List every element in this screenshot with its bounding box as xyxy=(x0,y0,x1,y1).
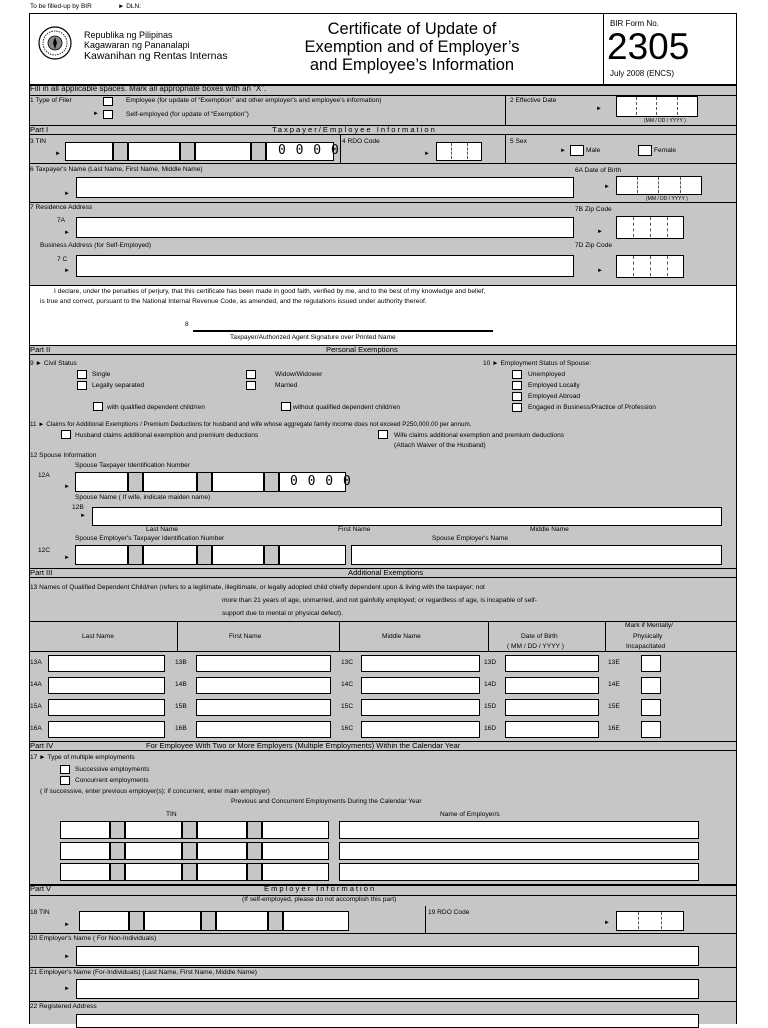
concurrent-checkbox[interactable] xyxy=(60,776,70,785)
engaged-business-label: Engaged in Business/Practice of Profession xyxy=(528,404,656,411)
row-label-b: 15B xyxy=(175,703,187,710)
employer-name-nonindividual-input[interactable] xyxy=(76,946,699,966)
signature-caption: Taxpayer/Authorized Agent Signature over Printed Name xyxy=(230,334,396,341)
part1-label: Part I xyxy=(30,125,49,134)
dependent-first-name-input[interactable] xyxy=(196,655,331,672)
with-dependent-checkbox[interactable] xyxy=(93,402,103,411)
registered-address-input[interactable] xyxy=(76,1014,699,1028)
employer-tin-branch-input[interactable] xyxy=(283,911,349,931)
form-title: Certificate of Update of Exemption and of Employer’s and Employee’s Information xyxy=(304,20,520,74)
part3-title: Additional Exemptions xyxy=(348,568,424,577)
tin-input-3[interactable] xyxy=(195,142,251,161)
without-dependent-label: without qualified dependent child/ren xyxy=(293,404,401,411)
previous-employers-list xyxy=(60,821,700,883)
employer-rdo-label: 19 RDO Code xyxy=(428,909,470,916)
form-date: July 2008 (ENCS) xyxy=(610,69,675,78)
employer-tin-label: 18 TIN xyxy=(30,909,50,916)
spouse-name-label: Spouse Name ( If wife, indicate maiden name) xyxy=(75,494,211,501)
prev-employer-tin-input[interactable] xyxy=(60,821,110,839)
residence-address-input[interactable] xyxy=(76,217,574,238)
col-first-name: First Name xyxy=(229,633,262,640)
spouse-employment-label: 10 ► Employment Status of Spouse: xyxy=(483,360,592,367)
row-label-b: 16B xyxy=(175,725,187,732)
employed-abroad-label: Employed Abroad xyxy=(528,393,581,400)
prev-employer-tin-input[interactable] xyxy=(262,863,329,881)
dependent-middle-name-input[interactable] xyxy=(361,677,480,694)
dependent-middle-name-input[interactable] xyxy=(361,655,480,672)
female-label: Female xyxy=(654,147,676,154)
spouse-first-name-caption: First Name xyxy=(338,526,371,533)
spouse-tin-label: Spouse Taxpayer Identification Number xyxy=(75,462,190,469)
tin-branch-zeros: 0 0 0 0 xyxy=(278,143,340,158)
dependent-middle-name-input[interactable] xyxy=(361,699,480,716)
prev-employer-tin-input[interactable] xyxy=(262,842,329,860)
label-12c: 12C xyxy=(38,547,51,554)
wife-claims-checkbox[interactable] xyxy=(378,430,388,439)
spouse-employer-tin-label: Spouse Employer's Taxpayer Identification Number xyxy=(75,535,225,542)
effective-date-label: 2 Effective Date xyxy=(510,97,557,104)
prev-employer-name-input[interactable] xyxy=(339,842,699,860)
employer-tin-input-2[interactable] xyxy=(144,911,201,931)
rdo-label: 4 RDO Code xyxy=(342,138,380,145)
spouse-employer-tin-input-2[interactable] xyxy=(143,545,197,565)
engaged-business-checkbox[interactable] xyxy=(512,403,522,412)
spouse-employer-tin-input-1[interactable] xyxy=(75,545,128,565)
col-dob: Date of Birth xyxy=(521,633,558,640)
employer-rdo-input[interactable] xyxy=(616,911,684,931)
row-label-a: 14A xyxy=(30,681,42,688)
prev-employer-tin-input[interactable] xyxy=(60,863,110,881)
prev-employer-name-input[interactable] xyxy=(339,821,699,839)
part5-title: Employer Information xyxy=(264,884,377,893)
zip-7d-label: 7D Zip Code xyxy=(575,242,613,249)
self-employed-checkbox[interactable] xyxy=(103,110,113,119)
dob-label: 6A Date of Birth xyxy=(575,167,622,174)
employed-locally-label: Employed Locally xyxy=(528,382,580,389)
row-label-e: 13E xyxy=(608,659,620,666)
dependent-incapacitated-checkbox[interactable] xyxy=(641,721,661,738)
prev-employer-tin-input[interactable] xyxy=(60,842,110,860)
tin-input-2[interactable] xyxy=(128,142,180,161)
row-label-a: 15A xyxy=(30,703,42,710)
item17-label: 17 ► Type of multiple employments xyxy=(30,754,135,761)
row-label-d: 13D xyxy=(484,659,497,666)
without-dependent-checkbox[interactable] xyxy=(281,402,291,411)
employer-tin-input-1[interactable] xyxy=(79,911,129,931)
employer-name-header: Name of Employer/s xyxy=(440,811,500,818)
civil-status-label: 9 ► Civil Status xyxy=(30,360,77,367)
type-of-filer-label: 1 Type of Filer xyxy=(30,97,72,104)
legally-separated-label: Legally separated xyxy=(92,382,145,389)
agency-republic: Republika ng Pilipinas xyxy=(84,30,173,40)
employer-name-individual-input[interactable] xyxy=(76,979,699,999)
prev-employer-name-input[interactable] xyxy=(339,863,699,881)
dependent-dob-input[interactable] xyxy=(505,699,599,716)
employee-option-label: Employee (for update of “Exemption” and other employer's and employee's information) xyxy=(126,97,382,104)
row-label-d: 14D xyxy=(484,681,497,688)
multiple-employment-note: ( If successive, enter previous employer(s); if concurrent, enter main employer) xyxy=(40,788,270,795)
label-12a: 12A xyxy=(38,472,50,479)
rdo-input[interactable] xyxy=(436,142,482,161)
dependent-incapacitated-checkbox[interactable] xyxy=(641,677,661,694)
tin-label: 3 TIN xyxy=(30,138,47,145)
dependent-dob-input[interactable] xyxy=(505,655,599,672)
col-mark-line-2: Physically xyxy=(633,633,663,640)
form-no-label: BIR Form No. xyxy=(610,19,659,28)
dependent-last-name-input[interactable] xyxy=(48,721,165,738)
spouse-employer-tin-input-3[interactable] xyxy=(212,545,264,565)
instructions: Fill in all applicable spaces. Mark all appropriate boxes with an “X”. xyxy=(30,84,267,93)
prev-employer-tin-input[interactable] xyxy=(197,842,247,860)
registered-address-label: 22 Registered Address xyxy=(30,1003,97,1010)
spouse-middle-name-caption: Middle Name xyxy=(530,526,569,533)
dob-input[interactable] xyxy=(616,176,702,195)
part5-subtitle: (If self-employed, please do not accomplish this part) xyxy=(242,896,397,903)
form-number: 2305 xyxy=(607,26,690,67)
signature-number: 8 xyxy=(185,321,189,328)
bir-seal-icon xyxy=(38,26,72,60)
widow-checkbox[interactable] xyxy=(246,370,256,379)
business-address-input[interactable] xyxy=(76,255,574,277)
husband-claims-label: Husband claims additional exemption and premium deductions xyxy=(75,432,259,439)
male-checkbox[interactable] xyxy=(570,145,584,156)
spouse-employer-name-label: Spouse Employer's Name xyxy=(432,535,509,542)
row-label-a: 13A xyxy=(30,659,42,666)
husband-claims-checkbox[interactable] xyxy=(61,430,71,439)
spouse-employer-name-input[interactable] xyxy=(351,545,722,565)
employer-name-individual-label: 21 Employer's Name (For-Individuals) (Last Name, First Name, Middle Name) xyxy=(30,969,257,976)
dependent-incapacitated-checkbox[interactable] xyxy=(641,699,661,716)
employed-locally-checkbox[interactable] xyxy=(512,381,522,390)
item13-line-2: more than 21 years of age, unmarried, and not gainfully employed; or regardless of age, is incapable of self- xyxy=(222,597,537,604)
unemployed-checkbox[interactable] xyxy=(512,370,522,379)
prev-employer-tin-input[interactable] xyxy=(125,821,182,839)
item11-label: 11 ► Claims for Additional Exemptions / Premium Deductions for husband and wife whose aggregate family income does not exceed P250,000.00 per annum. xyxy=(30,421,472,428)
dependent-incapacitated-checkbox[interactable] xyxy=(641,655,661,672)
row-label-d: 15D xyxy=(484,703,497,710)
agency-bureau: Kawanihan ng Rentas Internas xyxy=(84,50,228,62)
row-label-c: 14C xyxy=(341,681,354,688)
label-7c: 7 C xyxy=(57,256,68,263)
part4-title: For Employee With Two or More Employers (Multiple Employments) Within the Calendar Year xyxy=(146,741,461,750)
single-checkbox[interactable] xyxy=(77,370,87,379)
dependent-middle-name-input[interactable] xyxy=(361,721,480,738)
spouse-info-label: 12 Spouse Information xyxy=(30,452,97,459)
effective-date-input[interactable] xyxy=(616,96,698,117)
widow-label: Widow/Widower xyxy=(275,371,323,378)
bir-use-label: To be filled-up by BIR xyxy=(30,3,92,10)
row-label-e: 16E xyxy=(608,725,620,732)
prev-employer-tin-input[interactable] xyxy=(262,821,329,839)
declaration-line-2: is true and correct, pursuant to the National Internal Revenue Code, as amended, and the regulations issued under authority thereof. xyxy=(40,298,427,305)
wife-claims-label: Wife claims additional exemption and premium deductions xyxy=(394,432,565,439)
row-label-d: 16D xyxy=(484,725,497,732)
male-label: Male xyxy=(586,147,601,154)
declaration-line-1: I declare, under the penalties of perjury, that this certificate has been made in good faith, verified by me, and to the best of my knowledge and belief, xyxy=(54,288,486,295)
with-dependent-label: with qualified dependent child/ren xyxy=(107,404,205,411)
item13-line-1: 13 Names of Qualified Dependent Child/ren (refers to a legitimate, illegitimate, or legally adopted child chiefly dependent upon & living with the taxpayer; not xyxy=(30,584,485,591)
employed-abroad-checkbox[interactable] xyxy=(512,392,522,401)
prev-employer-tin-input[interactable] xyxy=(197,821,247,839)
zip-7b-label: 7B Zip Code xyxy=(575,206,612,213)
spouse-tin-input-2[interactable] xyxy=(143,472,197,492)
unemployed-label: Unemployed xyxy=(528,371,566,378)
employer-name-nonindividual-label: 20 Employer's Name ( For Non-Individuals) xyxy=(30,935,157,942)
previous-employments-label: Previous and Concurrent Employments During the Calendar Year xyxy=(231,798,422,805)
row-label-b: 14B xyxy=(175,681,187,688)
item13-line-3: support due to mental or physical defect). xyxy=(222,610,343,617)
dependent-first-name-input[interactable] xyxy=(196,699,331,716)
col-middle-name: Middle Name xyxy=(382,633,421,640)
part2-title: Personal Exemptions xyxy=(326,345,398,354)
dependent-last-name-input[interactable] xyxy=(48,699,165,716)
employer-tin-input-3[interactable] xyxy=(216,911,268,931)
signature-line xyxy=(193,330,493,332)
dependent-last-name-input[interactable] xyxy=(48,655,165,672)
dependents-list xyxy=(29,655,737,741)
label-12b: 12B xyxy=(72,504,84,511)
employee-checkbox[interactable] xyxy=(103,97,113,106)
row-label-c: 16C xyxy=(341,725,354,732)
concurrent-label: Concurrent employments xyxy=(75,777,149,784)
single-label: Single xyxy=(92,371,111,378)
married-label: Married xyxy=(275,382,298,389)
tin-input-1[interactable] xyxy=(65,142,113,161)
effective-date-format: (MM / DD / YYYY ) xyxy=(644,118,686,124)
legally-separated-checkbox[interactable] xyxy=(77,381,87,390)
dependent-dob-input[interactable] xyxy=(505,721,599,738)
row-label-e: 14E xyxy=(608,681,620,688)
prev-employer-tin-input[interactable] xyxy=(125,842,182,860)
row-label-b: 13B xyxy=(175,659,187,666)
sex-label: 5 Sex xyxy=(510,138,527,145)
spouse-employer-tin-branch-input[interactable] xyxy=(279,545,346,565)
row-label-e: 15E xyxy=(608,703,620,710)
col-mark-line-1: Mark if Mentally/ xyxy=(625,622,673,629)
business-address-label: Business Address (for Self-Employed) xyxy=(40,242,152,249)
spouse-tin-input-1[interactable] xyxy=(75,472,128,492)
part1-title: Taxpayer/Employee Information xyxy=(272,125,437,134)
dob-format: (MM / DD / YYYY ) xyxy=(646,196,688,202)
successive-checkbox[interactable] xyxy=(60,765,70,774)
row-label-a: 16A xyxy=(30,725,42,732)
dependent-last-name-input[interactable] xyxy=(48,677,165,694)
agency-department: Kagawaran ng Pananalapi xyxy=(84,40,190,50)
part5-label: Part V xyxy=(30,884,52,893)
spouse-tin-input-3[interactable] xyxy=(212,472,264,492)
dependent-dob-input[interactable] xyxy=(505,677,599,694)
dependent-first-name-input[interactable] xyxy=(196,677,331,694)
attach-waiver-label: (Attach Waiver of the Husband) xyxy=(394,442,486,449)
col-mark-line-3: Incapacitated xyxy=(626,643,666,650)
successive-label: Successive employments xyxy=(75,766,150,773)
self-employed-option-label: Self-employed (for update of “Exemption”) xyxy=(126,111,249,118)
part2-label: Part II xyxy=(30,345,51,354)
taxpayer-name-label: 6 Taxpayer's Name (Last Name, First Name, Middle Name) xyxy=(30,166,203,173)
spouse-tin-zeros: 0 0 0 0 xyxy=(290,474,352,489)
dependent-first-name-input[interactable] xyxy=(196,721,331,738)
prev-employer-tin-input[interactable] xyxy=(125,863,182,881)
spouse-name-input[interactable] xyxy=(92,507,722,526)
employer-tin-header: TIN xyxy=(166,811,177,818)
col-last-name: Last Name xyxy=(82,633,114,640)
label-7a: 7A xyxy=(57,217,66,224)
prev-employer-tin-input[interactable] xyxy=(197,863,247,881)
part4-label: Part IV xyxy=(30,741,54,750)
row-label-c: 15C xyxy=(341,703,354,710)
residence-address-label: 7 Residence Address xyxy=(30,204,93,211)
spouse-last-name-caption: Last Name xyxy=(146,526,178,533)
dln-label: ► DLN: xyxy=(118,3,142,10)
row-label-c: 13C xyxy=(341,659,354,666)
col-dob-format: ( MM / DD / YYYY ) xyxy=(507,643,564,650)
part3-label: Part III xyxy=(30,568,53,577)
married-checkbox[interactable] xyxy=(246,381,256,390)
female-checkbox[interactable] xyxy=(638,145,652,156)
taxpayer-name-input[interactable] xyxy=(76,177,574,198)
